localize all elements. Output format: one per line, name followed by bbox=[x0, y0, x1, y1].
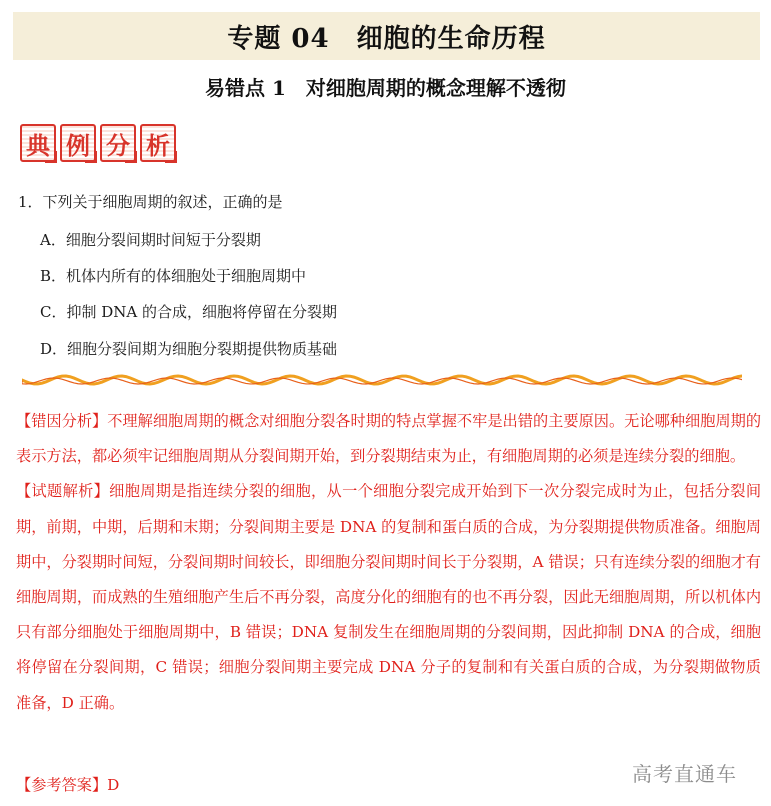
section-subtitle: 易错点 1 对细胞周期的概念理解不透彻 bbox=[205, 76, 566, 100]
error-cause-text: 【错因分析】不理解细胞周期的概念对细胞分裂各时期的特点掌握不牢是出错的主要原因。无论哪种细胞周期的表示方法，都必须牢记细胞周期从分裂间期开始，到分裂期结束为止，有细胞周期的必须是连续分裂的细胞。 bbox=[16, 412, 761, 466]
watermark: 高考直通车 bbox=[632, 762, 737, 786]
analysis-block bbox=[16, 404, 761, 721]
badge-char: 析 bbox=[140, 124, 176, 162]
option-a: A．细胞分裂间期时间短于分裂期 bbox=[40, 231, 261, 249]
badge-char: 典 bbox=[20, 124, 56, 162]
option-b: B．机体内所有的体细胞处于细胞周期中 bbox=[40, 267, 307, 285]
badge-char: 例 bbox=[60, 124, 96, 162]
badge-char: 分 bbox=[100, 124, 136, 162]
wavy-divider bbox=[22, 372, 742, 388]
example-analysis-badge bbox=[20, 124, 176, 162]
option-c: C．抑制 DNA 的合成，细胞将停留在分裂期 bbox=[40, 303, 337, 321]
explanation-text: 【试题解析】细胞周期是指连续分裂的细胞，从一个细胞分裂完成开始到下一次分裂完成时为止，包括分裂间期，前期，中期，后期和末期；分裂间期主要是 DNA 的复制和蛋白质的合成，为分裂期提供物质准备。细胞周期中，分裂期时间短，分裂间期时间较长，即细胞分裂间期时间长于分裂期，A 错误；只有连续分裂的细胞才有细胞周期，而成熟的生殖细胞产生后不再分裂，高度分化的细胞有的也不再分裂，因此无细胞周期，所以机体内只有部分细胞处于细胞周期中，B 错误；DNA 复制发生在细胞周期的分裂间期，因此抑制 DNA 的合成，细胞将停留在分裂间期，C 错误；细胞分裂间期主要完成 DNA 分子的复制和有关蛋白质的合成，为分裂期做物质准备，D 正确。 bbox=[16, 482, 761, 712]
option-d: D．细胞分裂间期为细胞分裂期提供物质基础 bbox=[40, 340, 338, 358]
reference-answer: 【参考答案】D bbox=[16, 776, 120, 794]
question-stem: 1．下列关于细胞周期的叙述，正确的是 bbox=[18, 193, 283, 211]
page-title: 专题 04 细胞的生命历程 bbox=[13, 12, 760, 60]
